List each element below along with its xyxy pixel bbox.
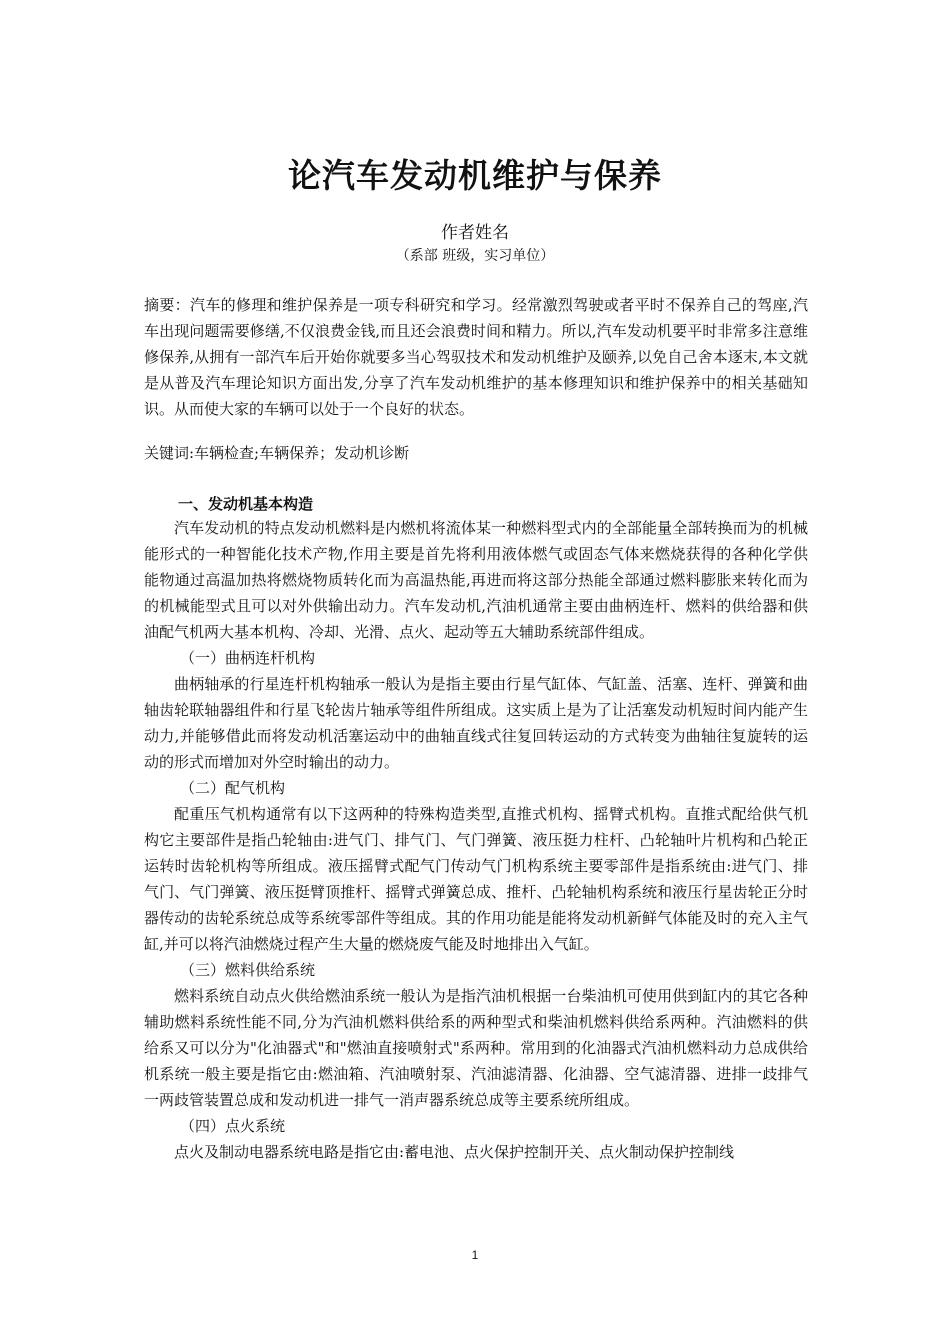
subsection-paragraph-2: 配重压气机构通常有以下这两种的特殊构造类型,直推式机构、摇臂式机构。直推式配给供气机构它主要部件是指凸轮轴由:进气门、排气门、气门弹簧、液压挺力柱杆、凸轮轴叶片机构和凸轮正运转时齿轮机构等所组成。液压摇臂式配气门传动气门机构系统主要零部件是指系统由:进气门、排气门、气门弹簧、液压挺臂顶推杆、摇臂式弹簧总成、推杆、凸轮轴机构系统和液压行星齿轮正分时器传动的齿轮系统总成等系统零部件等组成。其的作用功能是能将发动机新鲜气体能及时的充入主气缸,并可以将汽油燃烧过程产生大量的燃烧废气能及时地排出入气缸。: [144, 805, 808, 953]
subsection-title-4: （四）点火系统: [180, 1117, 286, 1135]
subsection-title-2: （二）配气机构: [180, 779, 286, 797]
author-affiliation: （系部 班级，实习单位）: [395, 248, 555, 264]
page-number: 1: [471, 1248, 479, 1262]
subsection-title-1: （一）曲柄连杆机构: [180, 649, 316, 667]
subsection-paragraph-3: 燃料系统自动点火供给燃油系统一般认为是指汽油机根据一台柴油机可使用供到缸内的其它各种辅助燃料系统性能不同,分为汽油机燃料供给系的两种型式和柴油机燃料供给系两种。汽油燃料的供给系又可以分为"化油器式"和"燃油直接喷射式"系两种。常用到的化油器式汽油机燃料动力总成供给机系统一般主要是指它由:燃油箱、汽油喷射泵、汽油滤清器、化油器、空气滤清器、进排一歧排气一两歧管装置总成和发动机进一排气一消声器系统总成等主要系统所组成。: [144, 987, 808, 1109]
keywords-line: 关键词:车辆检查;车辆保养；发动机诊断: [144, 444, 410, 462]
subsection-paragraph-4: 点火及制动电器系统电路是指它由:蓄电池、点火保护控制开关、点火制动保护控制线: [174, 1143, 735, 1161]
abstract-paragraph: 摘要：汽车的修理和维护保养是一项专科研究和学习。经常激烈驾驶或者平时不保养自己的驾座,汽车出现问题需要修缮,不仅浪费金钱,而且还会浪费时间和精力。所以,汽车发动机要平时非常多注意维修保养,从拥有一部汽车后开始你就要多当心驾驭技术和发动机维护及颐养,以免自己舍本逐末,本文就是从普及汽车理论知识方面出发,分享了汽车发动机维护的基本修理知识和维护保养中的相关基础知识。从而使大家的车辆可以处于一个良好的状态。: [144, 296, 808, 418]
section-content: [144, 515, 808, 1165]
section-intro-paragraph: 汽车发动机的特点发动机燃料是内燃机将流体某一种燃料型式内的全部能量全部转换而为的机械能形式的一种智能化技术产物,作用主要是首先将利用液体燃气或固态气体来燃烧获得的各种化学供能物通过高温加热将燃烧物质转化而为高温热能,再进而将这部分热能全部通过燃料膨胀来转化而为的机械能型式且可以对外供输出动力。汽车发动机,汽油机通常主要由曲柄连杆、燃料的供给器和供油配气机两大基本机构、冷却、光滑、点火、起动等五大辅助系统部件组成。: [144, 519, 808, 641]
section-heading: 一、发动机基本构造: [178, 495, 314, 513]
paper-title: 论汽车发动机维护与保养: [288, 156, 662, 195]
subsection-title-3: （三）燃料供给系统: [180, 961, 316, 979]
subsection-paragraph-1: 曲柄轴承的行星连杆机构轴承一般认为是指主要由行星气缸体、气缸盖、活塞、连杆、弹簧和曲轴齿轮联轴器组件和行星飞轮齿片轴承等组件所组成。这实质上是为了让活塞发动机短时间内能产生动力,并能够借此而将发动机活塞运动中的曲轴直线式往复回转运动的方式转变为曲轴往复旋转的运动的形式而增加对外空时输出的动力。: [144, 675, 808, 771]
author-name: 作者姓名: [441, 223, 509, 243]
